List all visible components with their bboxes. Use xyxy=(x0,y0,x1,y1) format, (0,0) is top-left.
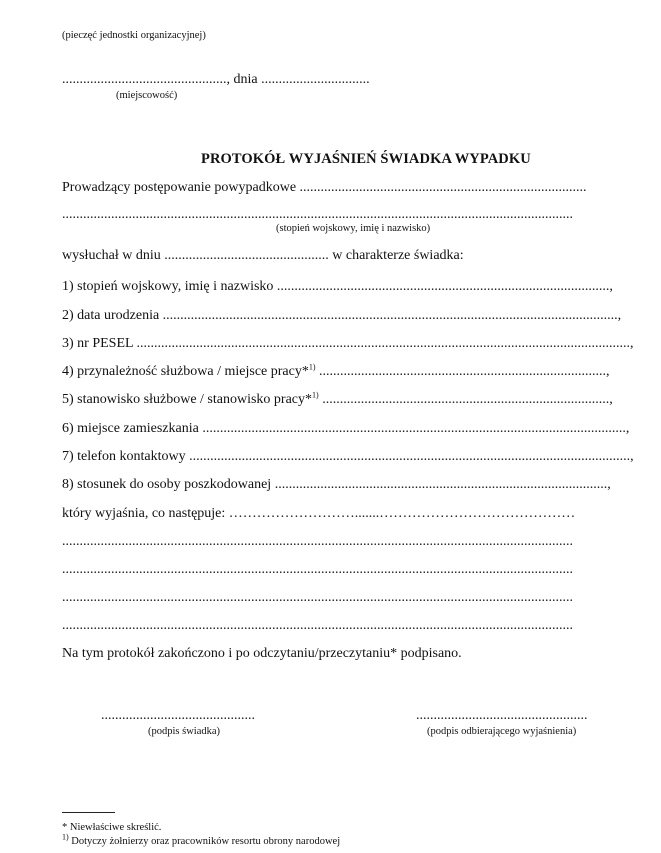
field-position-label: 5) stanowisko służbowe / stanowisko pracy* xyxy=(62,392,313,407)
footnote-one-text: Dotyczy żołnierzy oraz pracowników resortu obrony narodowej xyxy=(68,836,341,847)
intro-line-3: wysłuchał w dniu ............................................... w charakterze świadka: xyxy=(62,248,464,263)
place-caption: (miejscowość) xyxy=(116,90,178,101)
field-position-dots: .................................................................................., xyxy=(318,392,613,407)
intro-line-2: .................................................................................................................................................. xyxy=(62,207,573,222)
receiver-signature-line: ................................................. xyxy=(416,708,588,723)
field-relation: 8) stosunek do osoby poszkodowanej ..............................................................................................., xyxy=(62,477,611,492)
place-date-line: ..............................................., dnia ............................... xyxy=(62,72,370,87)
field-affiliation-dots: .................................................................................., xyxy=(315,364,610,379)
intro-line-2-caption: (stopień wojskowy, imię i nazwisko) xyxy=(276,223,431,234)
explanation-line: .................................................................................................................................................. xyxy=(62,618,573,633)
witness-signature-caption: (podpis świadka) xyxy=(148,726,221,737)
field-birth-date: 2) data urodzenia .................................................................................................................................., xyxy=(62,308,622,323)
field-phone: 7) telefon kontaktowy .............................................................................................................................., xyxy=(62,449,634,464)
explanation-line: .................................................................................................................................................. xyxy=(62,590,573,605)
explanation-line: .................................................................................................................................................. xyxy=(62,562,573,577)
footnote-star: * Niewłaściwe skreślić. xyxy=(62,822,162,833)
field-residence: 6) miejsce zamieszkania ........................................................................................................................., xyxy=(62,421,630,436)
field-position xyxy=(62,392,613,408)
closing-statement: Na tym protokół zakończono i po odczytaniu/przeczytaniu* podpisano. xyxy=(62,646,462,661)
footnote-divider xyxy=(62,812,115,813)
footnote-ref: 1) xyxy=(312,390,319,400)
footnote-one xyxy=(62,832,341,847)
footnote-ref: 1) xyxy=(308,362,316,372)
document-title: PROTOKÓŁ WYJAŚNIEŃ ŚWIADKA WYPADKU xyxy=(201,151,531,167)
field-affiliation xyxy=(62,364,610,380)
stamp-caption: (pieczęć jednostki organizacyjnej) xyxy=(62,30,206,41)
field-pesel: 3) nr PESEL ............................................................................................................................................., xyxy=(62,336,634,351)
witness-signature-line: ............................................ xyxy=(101,708,255,723)
explanation-label: który wyjaśnia, co następuje: ……………………….......…………………………………… xyxy=(62,506,576,521)
intro-line-1: Prowadzący postępowanie powypadkowe .................................................................................. xyxy=(62,180,587,195)
footnote-one-mark: 1) xyxy=(62,832,69,842)
receiver-signature-caption: (podpis odbierającego wyjaśnienia) xyxy=(427,726,577,737)
explanation-line: .................................................................................................................................................. xyxy=(62,534,573,549)
field-affiliation-label: 4) przynależność służbowa / miejsce pracy* xyxy=(62,364,309,379)
field-rank-name: 1) stopień wojskowy, imię i nazwisko ..............................................................................................., xyxy=(62,279,613,294)
